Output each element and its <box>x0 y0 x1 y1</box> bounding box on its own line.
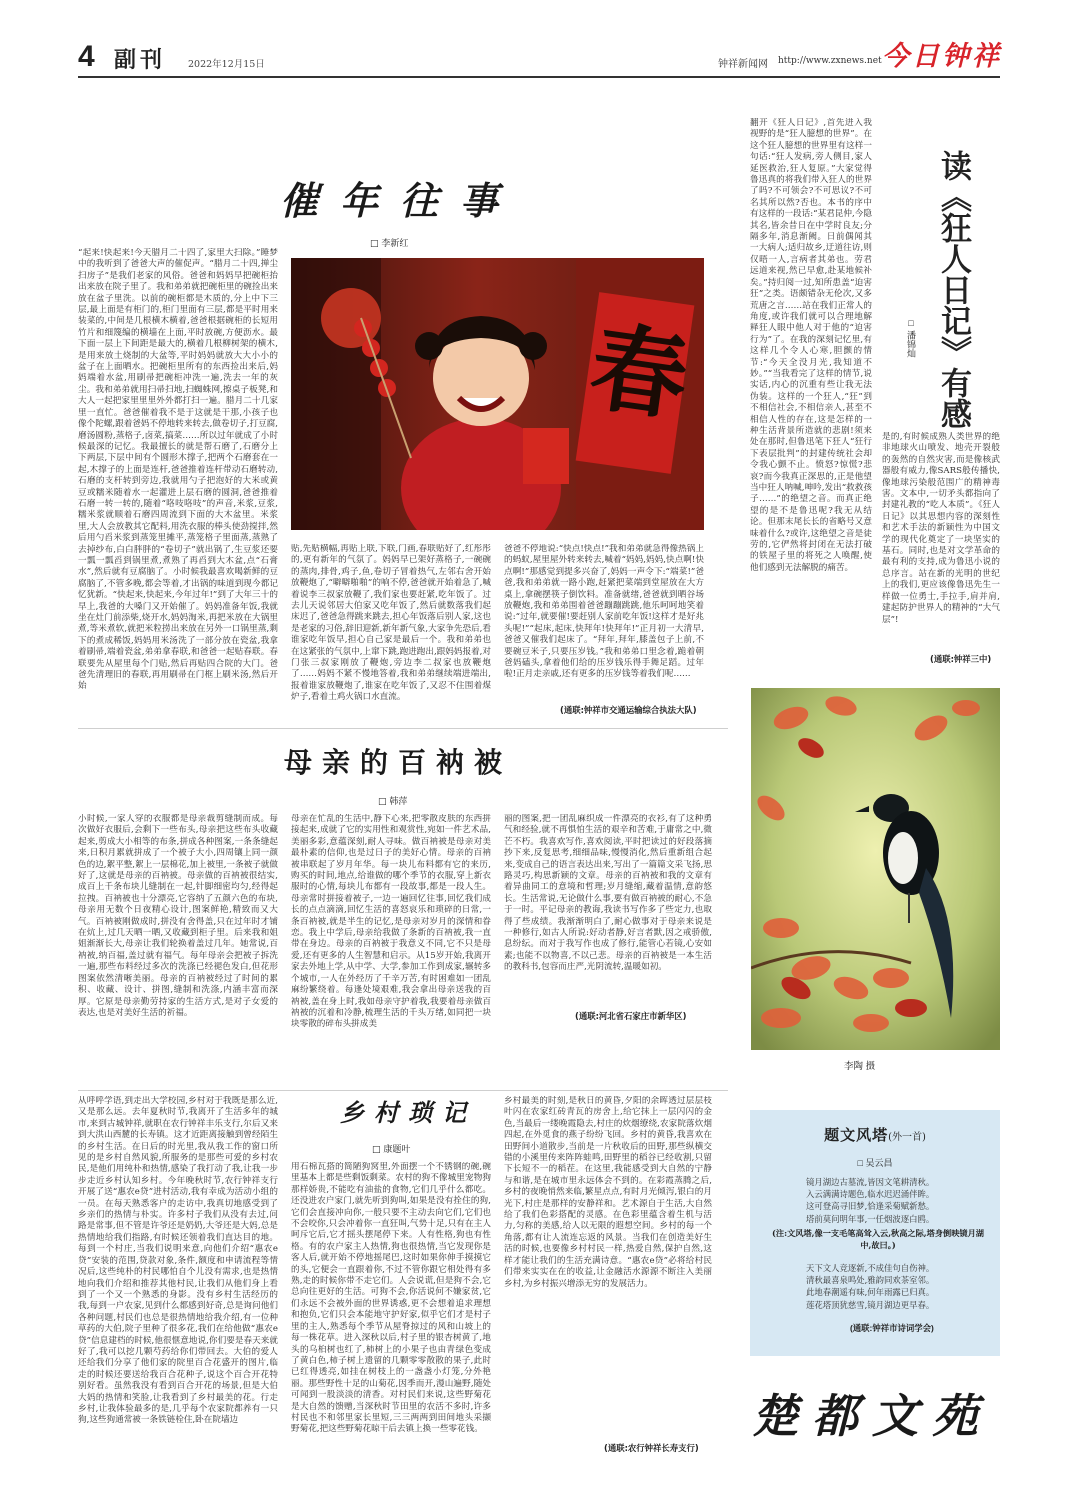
site-url[interactable]: http://www.zxnews.net <box>778 56 882 66</box>
poem-note: (注:文风塔,像一支毛笔高耸入云,秋高之际,塔身倒映镜月湖中,故曰。) <box>772 1228 984 1250</box>
article4-col2: 用石棉瓦搭的简陋狗窝里,外面摆一个不锈钢的碗,碗里基本上都是些剩饭剩菜。农村的狗不像城里宠物狗那样娇贵,不能吃有油盐的食物,它们几乎什么都吃。还没进农户家门,就先听到狗叫,如果是没有拴住的狗,它们会直接冲向你,一般只要不主动去向它们,它们也不会咬你,只会冲着你一直狂叫,气势十足,只有在主人呵斥它后,它才摇头摆尾停下来。人有性格,狗也有性格。有的农户家主人热情,狗也很热情,当它发现你是客人后,就开始不停地摇尾巴,这时如果你伸手摸摸它的头,它便会一直跟着你,不过不管你跟它相处得有多熟,走的时候你带不走它们。人会说谎,但是狗不会,它总向往更好的生活。可狗不会,你活说何不嫌家贫,它们永远不会被外面的世界诱惑,更不会想着追求理想和抱负,它们只会本能地守护好家,似乎它们才是村子里的主人,熟悉每个季节从屋脊掠过的风和山坡上的每一株花草。进入深秋以后,村子里的银杏树黄了,地头的乌桕树也红了,柿树上的小果子也由青绿色变成了黄白色,柿子树上遗留的几颗零零散散的果子,此时已红得透亮,如挂在树枝上的一盏盏小灯笼,分外艳丽。那些野性十足的山菊花,因季而开,漫山遍野,随处可闻到一股淡淡的清香。对村民们来说,这些野菊花是大自然的馈赠,当深秋时节田里的农活不多时,许多村民也不和邻里家长里短,三三两两到田间地头采撷野菊花,把这些野菊花晾干后去镇上换一些零花钱。 <box>291 1162 491 1435</box>
article4-source: (通联:农行钟祥长寿支行) <box>604 1443 699 1453</box>
poem-title: 题文风塔 <box>824 1126 889 1144</box>
poem-line: 莲花塔顶犹慈雪,镜月湖边更早春。 <box>806 1299 935 1310</box>
photo-magpie-illustration <box>751 688 1000 1050</box>
poem-stanza-2 <box>806 1262 934 1311</box>
poem-line: 塔前莫问明年事,一任烟波逐白鸥。 <box>806 1213 935 1224</box>
article1-source: (通联:钟祥市交通运输综合执法大队) <box>560 705 697 715</box>
article1-title: 催年往事 <box>280 178 521 223</box>
poem-line: 天下文人竞逐新,不成佳句自伤神。 <box>806 1263 935 1273</box>
article1-col1: “起来!快起来!今天腊月二十四了,家里大扫除。”睡梦中的我听到了爸爸大声的催促声。“腊月二十四,掸尘扫房子”是我们老家的风俗。爸爸和妈妈早把碗柜抬出来放在院子里了。我和弟弟就把碗柜里的碗捡出来放在盆子里洗。以前的碗柜都是木质的,分上中下三层,最上面是有柜门的,柜门里面有三层,都是平时用来装菜的,中间是几根横木横着,爸爸根据碗柜的长短用竹片和细篾编的横墙在上面,平时放碗,方便沥水。最下面一层上下间距是最大的,横着几根柳树架的横木,是用来放土烧制的大盆等,平时妈妈就放大大小小的盆子在上面晒水。把碗柜里所有的东西捡出来后,妈妈端着水盆,用刷帚把碗柜冲洗一遍,洗去一年的灰尘。我和弟弟就用扫帚扫地,扫蜘蛛网,擦桌子板凳,和大人一起把家里里里外外都打扫一遍。腊月二十几家里一直忙。爸爸催着我不是于这就是干那,小孩子也像个陀螺,跟着爸妈不停地转来转去,做卷切子,打豆腐,磨汤圆粉,蒸格子,卤菜,搞菜……所以过年就成了小时候最深的记忆。我最擅长的就是帮石磨了,石磨分上下两层,下层中间有个圆形木撑子,把两个石磨套在一起,木撑子的上面是连杆,爸爸推着连杆带动石磨转动,石磨的支杆转到旁边,我就用勺子把泡好的大米或黄豆或糯米随着水一起灌进上层石磨的圆洞,爸爸推着石磨一转一转的,随着“咯吱咯吱”的声音,米浆,豆浆,糯米浆就顺着石磨四周流到下面的大木盆里。米浆里,大人会放教其它配料,用洗衣服的棒头使劲搅拌,然后用勺舀米浆到蒸笼里摊平,蒸笼格子里面蒸,蒸熟了去掉纱布,白白胖胖的“卷切子”就出锅了,生豆浆还要一瓢一瓢舀到锅里煮,煮熟了再舀到大木盆,点“石膏水”,然后就有豆腐脑了。小时候我最喜欢喝新鲜的豆腐脑了,不管多晚,都会等着,才出锅的味道到现今都记忆犹新。“快起来,快起来,今年过年!”到了大年三十的早上,我爸的大嗓门又开始催了。妈妈准备年饭,我就坐在灶门前添柴,烧开水,妈妈淘米,再把米放在大锅里煮,等米煮软,就把米粒捞出来放在另外一口锅里蒸,剩下的煮成稀饭,妈妈用米汤洗了一部分放在瓷盆,我拿着刷帚,端着瓷盆,弟弟拿春联,和爸爸一起贴春联。春联要先从屋里每个门贴,然后再贴四合院的大门。爸爸先清理旧的春联,再用刷帚在门框上刷米汤,然后开始 <box>78 248 278 692</box>
article2-col1: 翻开《狂人日记》,首先进入我视野的是“狂人臆想的世界”。在这个狂人臆想的世界里有这样一句话:“狂人发病,旁人侧目,家人延医救治,狂人复原。”大家觉得鲁迅真的将我们带入狂人的世界了吗?不可领会?不可思议?不可名其所以然?否也。本书的序中有这样的一段话:“某君昆仲,今隐其名,皆余昔日在中学时良友;分隔多年,消息渐阙。日前偶闻其一大病人;适归故乡,迂道往访,则仅晤一人,言病者其弟也。劳君远道来视,然已早愈,赴某地候补矣。”持归阅一过,知所患盖“迫害狂”之类。语颇错杂无伦次,又多荒唐之言……站在我们正常人的角度,或许我们就可以合理地解释狂人眼中他人对于他的“迫害行为”了。在我的深刻记忆里,有这样几个令人心寒,胆颤的情节:“今天全没月光,我知道不妙。”“当我看完了这样的情节,说实话,内心的沉重有些让我无法伪装。这样的一个狂人,“狂”到不相信社会,不相信亲人,甚至不相信人性的存在,这是怎样的一种生活背景所造就的悲剧!须来处在那时,但鲁迅笔下狂人“狂行下表层批判”的封建传统社会却令我心颤不止。愤怒?惊慌?悲哀?而今我真正深思的,正是他望当中狂人呐喊,呻吟,发出“救救孩子……”的绝望之音。而真正绝望的是不是鲁迅呢?我无从结论。但那末尾长长的省略号又意味着什么?或许,这绝望之音是徒劳的,它俨然将封闭在无法打破的铁屋子里的将死之人唤醒,使他们感到无法解脱的痛苦。 <box>750 118 872 573</box>
article4-col3: 乡村最美的时刻,是秋日的黄昏,夕阳的余晖透过层层枝叶闪在农家红砖青瓦的房舍上,给它抹上一层闪闪的金色,当最后一缕晚霞隐去,村庄的炊烟缭绕,农家院落炊烟四起,在外觅食的燕子纷纷飞回。乡村的黄昏,我喜欢在田野间小道散步,当前是一片秋收后的田野,那些纵横交错的小溪里传来阵阵蛙鸣,田野里的稻谷已经收割,只留下长短不一的稻茬。在这里,我能感受到大自然的宁静与和谐,是在城市里永远体会不到的。在彩霞蒸腾之后,乡村的夜晚悄然来临,繁星点点,有时月光倾泻,银白的月光下,村庄是那样的安静祥和。艺术源自于生活,大自然给了我们色彩搭配的灵感。在色彩里蕴含着生机与活力,匀称的美感,给人以无限的遐想空间。乡村的每一个角落,都有让人流连忘返的风景。当我们在创造美好生活的时候,也要像乡村村民一样,热爱自然,保护自然,这样才能让我们的生活充满诗意。“惠农e贷”必将给村民们带来实实在在的收益,让金融活水源源不断注入美丽乡村,为乡村振兴增添无穷的发展活力。 <box>504 1096 712 1289</box>
article4-byline: □ 康题叶 <box>372 1145 411 1155</box>
article3-source: (通联:河北省石家庄市新华区) <box>575 1011 687 1021</box>
poem-byline: □ 吴云昌 <box>857 1158 893 1168</box>
divider-article4 <box>78 1090 728 1091</box>
article3-col2: 母亲在忙乱的生活中,静下心来,把零散皮肤的东西拼接起来,成就了它的实用性和观赏性,宛如一件艺术品,美丽多彩,意蕴深刻,耐人寻味。做百衲被是母亲对美最朴素的信仰,也是过日子的美好心情。母亲的百衲被串联起了岁月年华。每一块儿布料都有它的来历,购买的时间,地点,给谁做的哪个季节的衣服,穿上新衣服时的心情,每块儿布都有一段故事,都是一段人生。母亲常时拼接着被子,一边一遍回忆往事,回忆我们成长的点点滴滴,回忆生活的喜怒哀乐和琐碎的日常,一条百衲被,就是半生的记忆,是母亲对岁月的深情和眷恋。我上中学后,母亲给我做了条新的百衲被,我一直带在身边。母亲的百衲被于我意义不同,它不只是母爱,还有更多的人生智慧和启示。从15岁开始,我离开家去外地上学,从中学、大学,参加工作到成家,辗转多个城市,一人在外经历了千辛万苦,有时困难如一团乱麻纷繁绕着。每逢处境艰难,我会拿出母亲送我的百衲被,盖在身上时,我如母亲守护着我,我要着母亲做百衲被的沉着和冷静,梳理生活的千头万绪,如同把一块块零散的碎布头拼成美 <box>291 814 491 1030</box>
poem-line: 清秋最喜泉鸣处,雅韵同欢茶室邻。 <box>806 1275 935 1286</box>
article1-col2: 贴,先贴横幅,再贴上联,下联,门画,春联贴好了,红彤彤的,更有新年的气氛了。妈妈早已架好蒸格子,一碗碗的蒸肉,排骨,鸡子,鱼,卷切子冒着热气,左邻右舍开始放鞭炮了,“噼噼啪啪”的响不停,爸爸就开始着急了,喊着说李三叔家放鞭了,我们家也要赶紧,吃年饭了。过去儿天说邻居大伯家又吃年饭了,然后就数落我们起床迟了,爸爸急得跳来跳去,担心年饭落后别人家,这也是老家的习俗,辞旧迎新,新年新气象,大家争先恐后,看谁家吃年饭早,担心自己家是最后一个。我和弟弟也在这紧张的气氛中,上窜下跳,跑进跑出,跟妈妈报着,对门张三叔家刚放了鞭炮,旁边李二叔家也放鞭炮了……妈妈不紧不慢地答着,我和弟弟继续端进端出,报着谁家放鞭炮了,谁家在吃年饭了,又忍不住围着煤炉子,看着土鸡火锅口水直流。 <box>291 544 491 703</box>
header-rule <box>78 76 1000 78</box>
article3-byline: □ 韩萍 <box>378 797 408 807</box>
photo-credit: 李陶 摄 <box>844 1061 876 1072</box>
article1-col3: 爸爸不停地说:“快点!快点!”我和弟弟就急得像热锅上的蚂蚁,屋里屋外转来转去,喊着“妈妈,妈妈,快点啊!快点啊!”那感觉到提多兴奋了,妈妈一声令下:“端菜!”爸爸,我和弟弟就一路小跑,赶紧把菜端到堂屋放在大方桌上,拿碗摆筷子倒饮料。准备就绪,爸爸就到晒谷场放鞭炮,我和弟弟围着爸爸蹦蹦跳跳,他乐呵呵地笑着说:“过年,就要催!要赶别人家前吃年饭!这样才是好兆头呢!”“起床,起床,快拜年!快拜年!”正月初一大清早,爸爸又催我们起床了。“拜年,拜年,膝盖包子上前,不要碗豆米子,只要压岁钱。”我和弟弟口里念着,跪着朝爸妈磕头,拿着他们给的压岁钱乐得手舞足蹈。过年啦!正月走亲戚,还有更多的压岁钱等着我们呢…… <box>504 544 704 680</box>
article3-title: 母亲的百衲被 <box>284 746 513 779</box>
poem-subtitle: (外一首) <box>888 1132 926 1143</box>
article4-col1: 从呼呼学语,到走出大学校园,乡村对于我既是那么近,又是那么远。去年夏秋时节,我离开了生活多年的城市,来到古城钟祥,就职在农行钟祥丰乐支行,尔后又来到大洪山西麓的长寿镇。这才近距离接触到曾经陌生的乡村生活。在日后的时光里,我从我工作的窗口所见的是乡村自然风貌,所服务的是那些可爱的乡村农民,是他们用纯朴和热情,感染了我打动了我,让我一步步走近乡村认知乡村。今年晚秋时节,农行钟祥支行开展了送“惠农e贷”进村活动,我有幸成为活动小组的一员。在每天熟悉客户的走访中,我真切地感受到了乡亲们的热情与朴实。许多村子我们从没有去过,问路是常事,但不管是许爷还是奶奶,大爷还是大妈,总是热情地给我们指路,有时候还领着我们直达目的地。每到一个村庄,当我们说明来意,向他们介绍“惠农e贷”安装的范围,贷款对象,条件,额度和申请流程等情况后,这些纯朴的村民哪怕自个儿没有需求,也是热情地向我们介绍和推荐其他村民,让我们从他们身上看到了一个又一个熟悉的身影。没有乡村生活经历的我,每到一户农家,见到什么都感到好奇,总是询问他们各种问题,村民们也总是很热情地给我介绍,有一位种草药的大伯,院子里种了很多花,我们在给他做“惠农e贷”信息建档的时候,他很惬意地说,你们要是春天来就好了,我可以挖几颗芍药给你们带回去。大伯的爱人还给我们分享了他们家的院里百合花盛开的图片,临走的时候还要送给我百合花种子,说这个百合开花特别好看。虽然我没有看到百合开花的场景,但是大伯大妈的热情和笑脸,让我看到了乡村最美的花。行走乡村,让我体验最多的是,几乎每个农家院都养有一只狗,这些狗通常被一条铁链栓住,卧在院墙边 <box>78 1096 278 1426</box>
divider-article3 <box>78 728 728 729</box>
poem-source: (通联:钟祥市诗词学会) <box>850 1323 934 1333</box>
poem-stanza-1 <box>806 1176 934 1225</box>
poem-line: 此地春潮遥有味,何年雨露已归真。 <box>806 1287 935 1298</box>
poem-box <box>750 1110 1000 1356</box>
issue-date: 2022年12月15日 <box>188 59 265 70</box>
page-number: 4 <box>78 40 95 73</box>
spring-character: 春 <box>583 309 695 436</box>
masthead-logo: 今日钟祥 <box>882 41 1002 72</box>
article3-col3: 丽的图案,把一团乱麻织成一件漂亮的衣衫,有了这种勇气和经验,就不再惧怕生活的艰辛和苦难,于庸常之中,微芒不朽。我喜欢写作,喜欢阅读,平时把读过的好段落摘抄下来,反复思考,细细品味,慢慢消化,然后重新组合起来,变成自己的语言表达出来,写出了一篇篇文采飞扬,思路灵巧,构思新颖的文章。母亲的百衲被和我的文章有着异曲同工的意境和哲理;岁月缝缩,藏着温情,意韵悠长。生活常说,无论做什么事,要有做百衲被的耐心,不急于一时。平记母亲的教诲,我读书写作多了些定力,也取得了些成绩。我渐渐明白了,耐心做事对于母亲来说是一种修行,如古人所说:好动者静,好言者默,因之戒骄傲,息纷纭。而对于我写作也成了修行,能管心若镜,心安如素;也能不以物喜,不以己悲。母亲的百衲被是一本生活的教科书,包容而庄严,光阴流转,温暖如初。 <box>504 814 712 973</box>
poem-title-row <box>750 1124 1000 1145</box>
poem-line: 镜月湖边古墓流,皆因文笔耕清秋。 <box>806 1177 935 1187</box>
poem-line: 入云满满诗题色,临水迟迟涌伴眸。 <box>806 1189 935 1200</box>
photo-girl-with-tanghulu <box>291 258 704 530</box>
poem-line: 这可登高寻旧梦,恰逢采菊赋新愁。 <box>806 1201 935 1212</box>
site-name: 钟祥新闻网 <box>718 59 768 70</box>
article2-byline: □ 潘锦灿 <box>906 318 916 358</box>
article2-title: 读《狂人日记》有感 <box>935 150 971 429</box>
article3-col1: 小时候,一家人穿的衣服都是母亲裁剪缝制而成。每次做好衣服后,会剩下一些布头,母亲把这些布头收藏起来,剪成大小相等的布条,拼成各种图案,一条条缝起来,日积月累就拼成了一个被子大小,四周镶上同一颜色的边,絮平整,絮上一层棉花,加上被里,一条被子就做好了,这就是母亲的百衲被。母亲做的百衲被很结实,成百上千条布块儿缝制在一起,针脚细密均匀,经得起拉拽。百衲被也十分漂亮,它容纳了五颜六色的布块,母亲用无数个日夜精心设计,图案鲜艳,精致而又大气。百衲被刚做成时,拼没有舍得盖,只在过年时才铺在炕上,过几天晒一晒,又收藏到柜子里。后来我和姐姐渐渐长大,母亲让我们轮换着盖过几年。她常说,百衲被,纳百福,盖过就有福气。每年母亲会把被子拆洗一遍,那些布料经过多次的洗涤已经褪色发白,但花形图案依然清晰美丽。母亲的百衲被经过了时间的累积、收藏、设计、拼图,缝制和洗涤,内涵丰富而深厚。它原是母亲勤劳持家的生活方式,是对子女爱的表达,也是对美好生活的祈福。 <box>78 814 278 1018</box>
article4-title: 乡村琐记 <box>340 1098 476 1127</box>
article2-col2: 是的,有时候成熟人类世界的绝非地球火山喷发、地壳开裂般的轰然的自然灾害,而是像核武器般有威力,像SARS般传播快,像地球污染般范围广的精神毒害。文本中,一切矛头都指向了封建礼教的“吃人本质”。《狂人日记》以其思想内容的深刻性和艺术手法的新颖性为中国文学的现代化奠定了一块坚实的基石。同时,也是对文学革命的最有利的支持,成为鲁迅小说的总序言。站在新的光明的世纪上的我们,更应该像鲁迅先生一样做一位勇士,手拉手,肩并肩,建起防护世界人的精神的“大气层”! <box>882 432 1000 625</box>
article1-byline: □ 李新红 <box>370 239 409 249</box>
article2-source: (通联:钟祥三中) <box>930 654 992 664</box>
section-name: 副刊 <box>114 47 167 73</box>
column-title: 楚都文苑 <box>752 1389 992 1443</box>
photo-magpie <box>751 688 1000 1050</box>
